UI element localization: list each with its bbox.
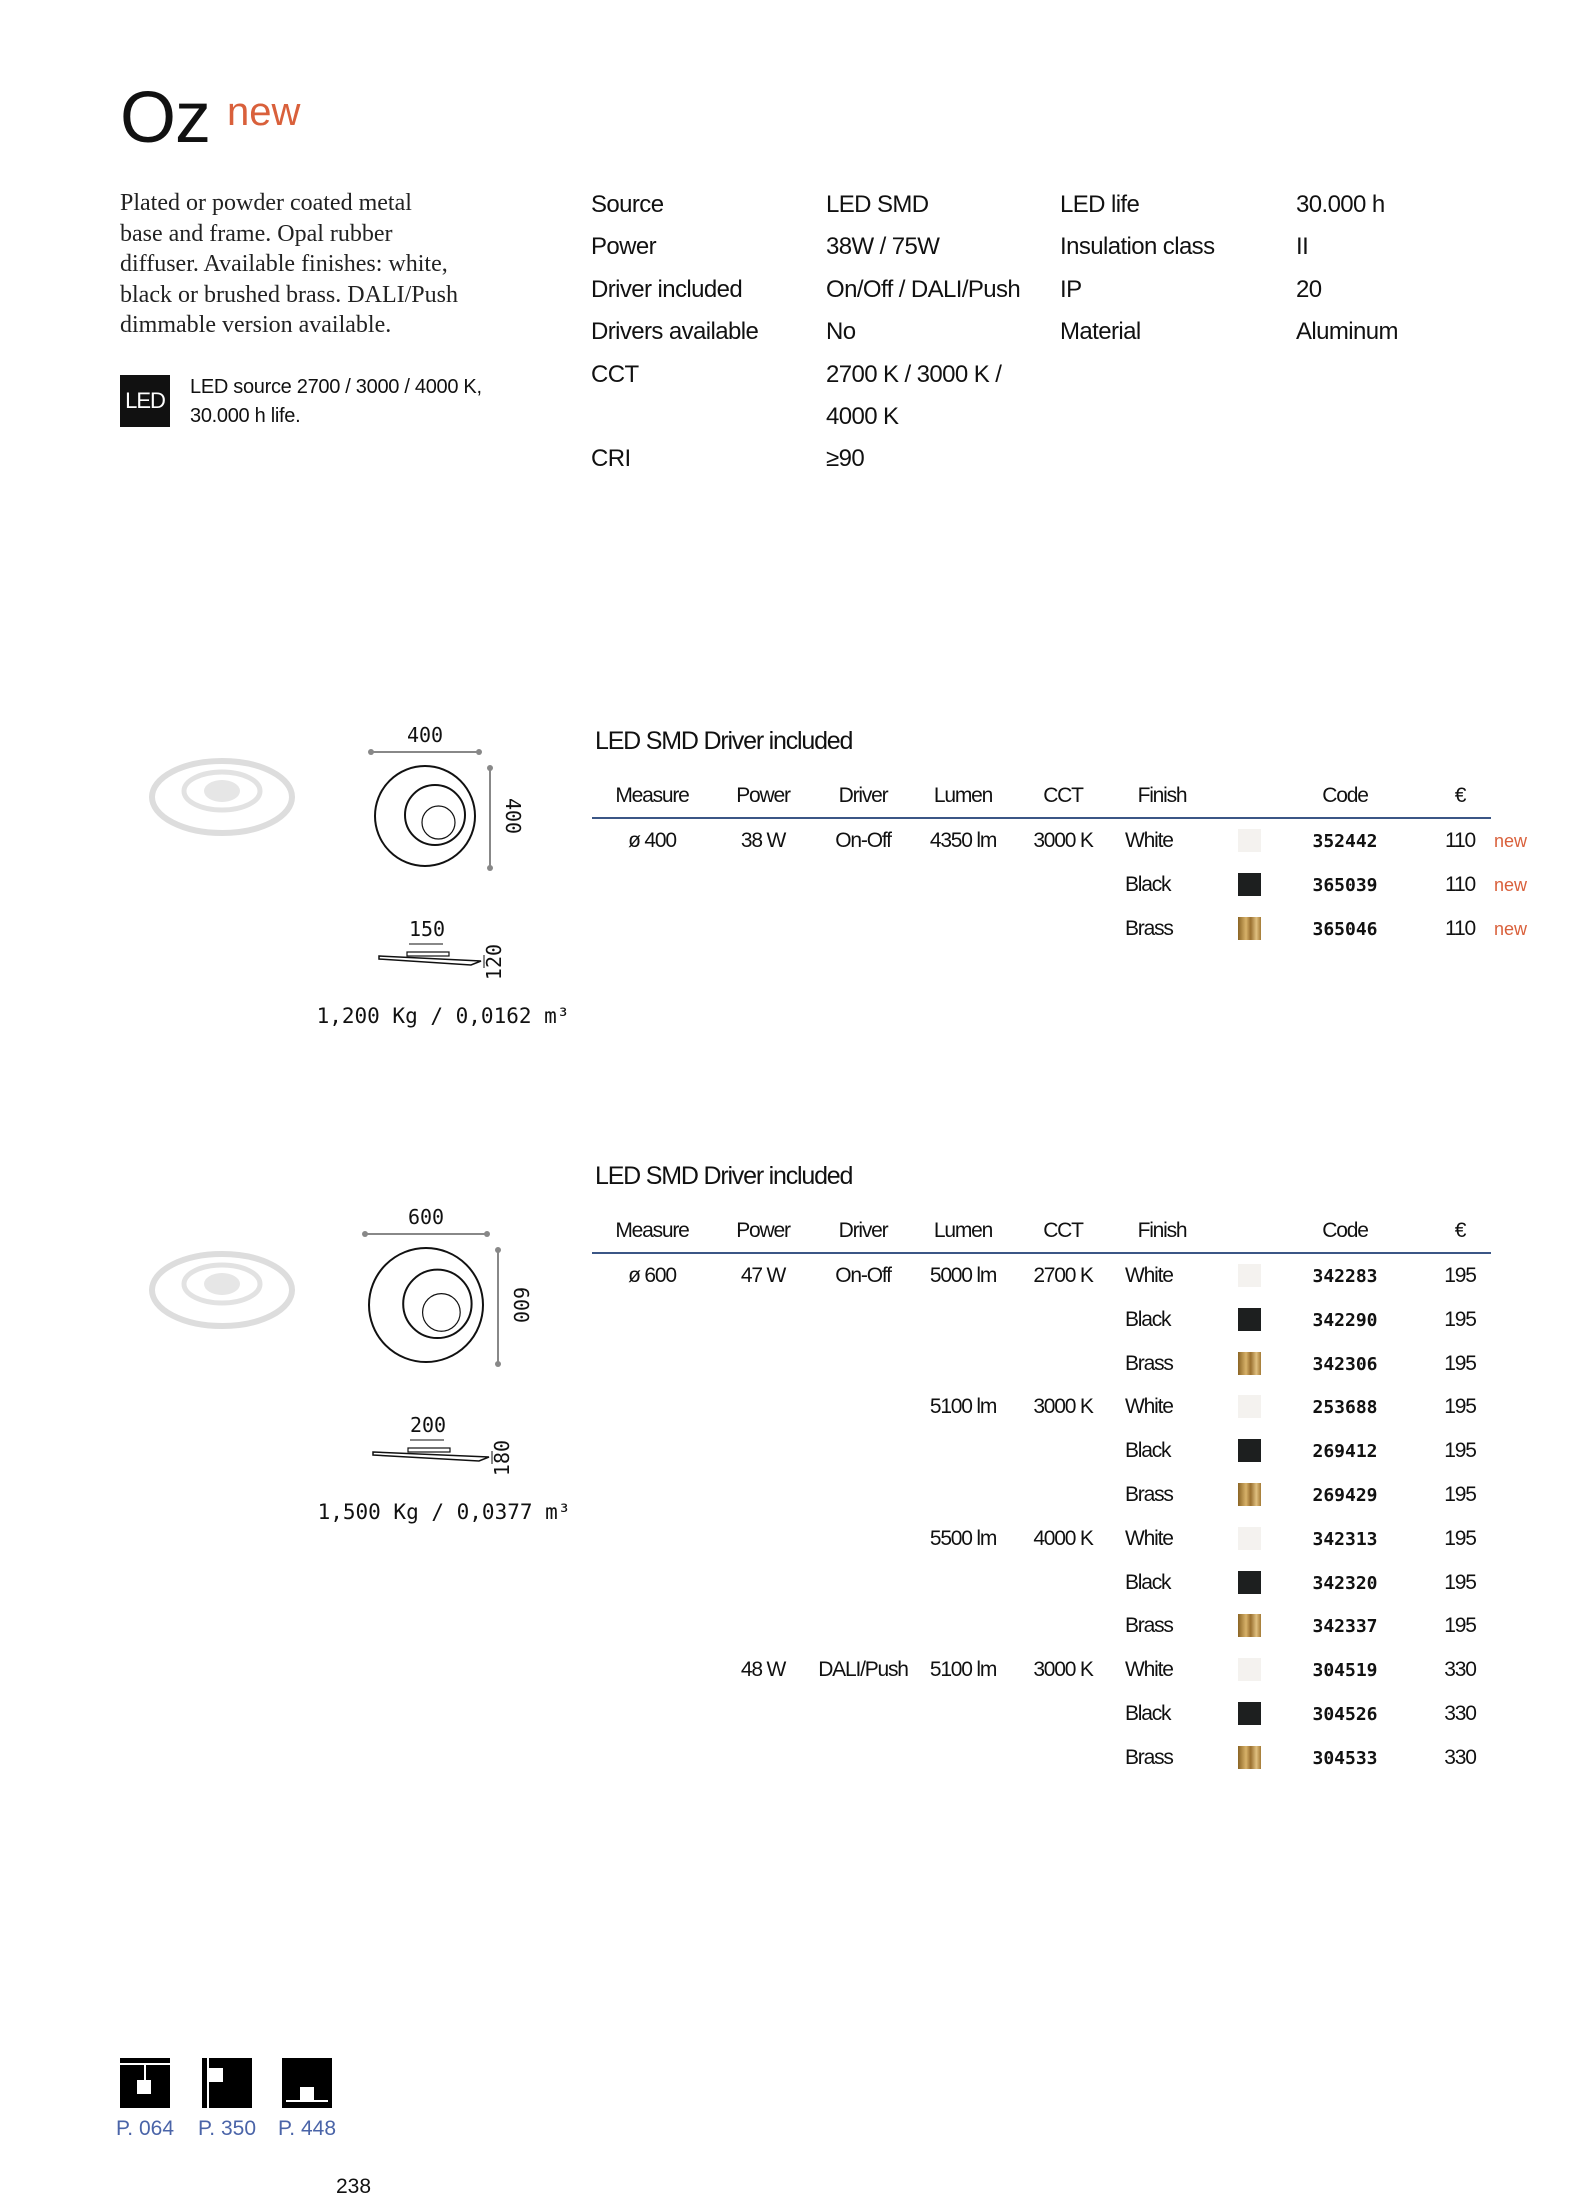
cell-driver: DALI/Push: [818, 1658, 908, 1682]
price: 330: [1444, 1702, 1476, 1725]
cell-lumen: 4350 lm: [929, 829, 997, 852]
column-header: CCT: [1043, 1219, 1083, 1242]
spec-label: Material: [1060, 318, 1141, 346]
price: 195: [1444, 1483, 1476, 1506]
finish-swatch-black: [1238, 1571, 1261, 1594]
finish-swatch-brass: [1238, 1352, 1261, 1375]
cell-driver: On-Off: [835, 1264, 891, 1287]
outer-ring: [375, 766, 475, 866]
description-line: black or brushed brass. DALI/Push: [120, 281, 458, 308]
column-header: Power: [736, 1219, 790, 1242]
cell-cct: 3000 K: [1033, 1658, 1093, 1682]
cell-cct: 2700 K: [1033, 1264, 1093, 1287]
finish-swatch-black: [1238, 1702, 1261, 1725]
led-note-line: LED source 2700 / 3000 / 4000 K,: [190, 376, 482, 398]
outer-ring: [369, 1248, 483, 1362]
dim-dot: [476, 749, 482, 755]
cell-finish: Black: [1125, 1439, 1171, 1463]
finish-swatch-black: [1238, 1308, 1261, 1331]
cell-measure: ø 400: [628, 829, 676, 852]
finish-swatch-brass: [1238, 1614, 1261, 1637]
product-code[interactable]: 342306: [1312, 1353, 1378, 1375]
dim-dot: [487, 765, 493, 771]
cell-finish: Black: [1125, 872, 1171, 896]
spec-label: IP: [1060, 275, 1082, 303]
spec-label: Drivers available: [591, 318, 759, 346]
price: 195: [1444, 1307, 1476, 1331]
spec-label: Source: [591, 191, 664, 218]
price: 330: [1444, 1745, 1476, 1769]
spec-value: 38W / 75W: [826, 233, 940, 261]
price: 110: [1445, 916, 1475, 940]
product-photo-inner-ring: [184, 772, 260, 810]
base-label: 150: [408, 917, 446, 941]
new-badge: new: [1494, 918, 1528, 939]
table-divider: [592, 1252, 1491, 1254]
cell-finish: White: [1125, 829, 1173, 852]
spec-label: Power: [591, 233, 657, 261]
finish-swatch-brass: [1238, 1483, 1261, 1506]
height-label: 600: [509, 1286, 533, 1324]
column-header: Code: [1322, 1219, 1368, 1242]
led-icon: LED: [120, 375, 170, 427]
finish-swatch-white: [1238, 1395, 1261, 1418]
cell-power: 48 W: [740, 1658, 786, 1682]
inner-ring: [403, 1270, 471, 1338]
product-code[interactable]: 342313: [1312, 1528, 1378, 1550]
width-label: 600: [407, 1205, 445, 1229]
page-number: 238: [336, 2175, 372, 2198]
spec-value: On/Off / DALI/Push: [826, 275, 1021, 303]
side-view-ring: [379, 956, 481, 965]
product-photo-ring: [152, 761, 292, 833]
side-view-base: [407, 952, 449, 956]
spec-value: II: [1296, 233, 1309, 261]
cell-finish: Brass: [1125, 916, 1173, 940]
cell-finish: Black: [1125, 1702, 1171, 1725]
spec-value: Aluminum: [1296, 318, 1398, 346]
height-label: 400: [501, 797, 525, 835]
product-code[interactable]: 342337: [1312, 1616, 1378, 1638]
finish-swatch-white: [1238, 1527, 1261, 1550]
cell-finish: Black: [1125, 1307, 1171, 1331]
product-code[interactable]: 304519: [1312, 1660, 1378, 1682]
column-header: Driver: [838, 1219, 888, 1242]
price: 195: [1444, 1570, 1476, 1594]
new-badge: new: [227, 90, 301, 134]
product-code[interactable]: 365046: [1312, 918, 1378, 940]
pendant-icon[interactable]: [120, 2058, 170, 2108]
cell-lumen: 5500 lm: [929, 1526, 997, 1550]
product-photo-diffuser: [204, 1273, 240, 1295]
description-line: Plated or powder coated metal: [120, 190, 412, 216]
page-reference-link[interactable]: P. 064: [116, 2117, 175, 2140]
cell-cct: 4000 K: [1033, 1526, 1093, 1550]
spec-label: CRI: [591, 445, 631, 473]
price: 195: [1444, 1614, 1476, 1638]
price: 195: [1444, 1264, 1476, 1287]
product-photo-inner-ring: [184, 1265, 260, 1303]
depth-label: 180: [490, 1439, 514, 1477]
dim-dot: [368, 749, 374, 755]
depth-label: 120: [482, 943, 506, 981]
table-title: LED SMD Driver included: [595, 727, 853, 755]
column-header: Measure: [615, 784, 689, 807]
center-diffuser: [422, 806, 455, 839]
cell-power: 38 W: [740, 829, 786, 852]
column-header: €: [1454, 784, 1466, 807]
product-code[interactable]: 253688: [1312, 1397, 1378, 1419]
finish-swatch-white: [1238, 1658, 1261, 1681]
cell-lumen: 5100 lm: [929, 1658, 997, 1682]
product-code[interactable]: 269412: [1312, 1441, 1378, 1463]
finish-swatch-brass: [1238, 1746, 1261, 1769]
dim-dot: [362, 1231, 368, 1237]
new-badge: new: [1494, 874, 1528, 895]
description-line: dimmable version available.: [120, 312, 392, 338]
width-label: 400: [406, 723, 444, 747]
column-header: Measure: [615, 1219, 689, 1242]
cell-finish: White: [1125, 1526, 1173, 1550]
product-code[interactable]: 365039: [1312, 874, 1378, 896]
inner-ring: [405, 785, 465, 845]
product-code[interactable]: 342283: [1312, 1266, 1378, 1287]
cell-lumen: 5000 lm: [929, 1264, 997, 1287]
finish-swatch-black: [1238, 873, 1261, 896]
price: 195: [1444, 1351, 1476, 1375]
price: 330: [1444, 1658, 1476, 1682]
table-title: LED SMD Driver included: [595, 1162, 853, 1190]
price: 195: [1444, 1526, 1476, 1550]
new-badge: new: [1494, 831, 1528, 851]
led-note: [190, 373, 482, 431]
finish-swatch-white: [1238, 829, 1261, 852]
column-header: €: [1454, 1219, 1466, 1242]
column-header: Driver: [838, 784, 888, 807]
spec-value: ≥90: [826, 445, 865, 473]
weight-volume: 1,500 Kg / 0,0377 m³: [317, 1500, 571, 1524]
cell-finish: Brass: [1125, 1483, 1173, 1506]
cell-finish: Brass: [1125, 1614, 1173, 1638]
ceiling-lamp-icon[interactable]: [282, 2058, 332, 2108]
spec-value: 30.000 h: [1296, 191, 1385, 218]
product-code[interactable]: 269429: [1312, 1485, 1378, 1506]
spec-value: LED SMD: [826, 191, 929, 218]
cell-cct: 3000 K: [1033, 1395, 1093, 1419]
price: 195: [1444, 1439, 1476, 1463]
product-code[interactable]: 304526: [1312, 1704, 1378, 1725]
column-header: Code: [1322, 784, 1368, 807]
cell-power: 47 W: [740, 1264, 786, 1287]
description-line: diffuser. Available finishes: white,: [120, 251, 448, 277]
product-code[interactable]: 352442: [1312, 831, 1378, 852]
column-header: CCT: [1043, 784, 1083, 807]
product-code[interactable]: 342290: [1312, 1309, 1378, 1331]
cell-finish: Brass: [1125, 1745, 1173, 1769]
dim-dot: [484, 1231, 490, 1237]
finish-swatch-white: [1238, 1264, 1261, 1287]
spec-value: No: [826, 318, 856, 346]
side-view-ring: [373, 1452, 489, 1461]
cell-lumen: 5100 lm: [929, 1395, 997, 1419]
price: 110: [1445, 829, 1475, 852]
spec-value: 2700 K / 3000 K /: [826, 360, 1002, 388]
column-header: Finish: [1137, 784, 1187, 807]
spec-label: LED life: [1060, 191, 1140, 218]
spec-label: CCT: [591, 360, 639, 388]
page-reference-link[interactable]: P. 448: [278, 2117, 337, 2140]
product-title: Oz: [120, 78, 211, 158]
dim-dot: [495, 1361, 501, 1367]
base-label: 200: [409, 1413, 447, 1437]
column-header: Lumen: [933, 784, 993, 807]
table-divider: [592, 817, 1491, 819]
page-reference-link[interactable]: P. 350: [198, 2117, 257, 2140]
led-note-line: 30.000 h life.: [190, 405, 301, 427]
product-code[interactable]: 304533: [1312, 1747, 1378, 1769]
column-header: Power: [736, 784, 790, 807]
side-view-base: [408, 1448, 450, 1452]
spec-value: 4000 K: [826, 403, 899, 430]
product-code[interactable]: 342320: [1312, 1572, 1378, 1594]
cell-finish: White: [1125, 1264, 1173, 1287]
dim-dot: [495, 1247, 501, 1253]
center-diffuser: [423, 1294, 461, 1332]
finish-swatch-brass: [1238, 917, 1261, 940]
cell-finish: White: [1125, 1658, 1173, 1682]
wall-lamp-icon[interactable]: [202, 2058, 252, 2108]
cell-measure: ø 600: [628, 1264, 676, 1287]
column-header: Finish: [1137, 1219, 1187, 1242]
spec-value: 20: [1296, 275, 1322, 303]
cell-driver: On-Off: [835, 829, 891, 852]
product-description: [120, 188, 560, 341]
cell-finish: Brass: [1125, 1351, 1173, 1375]
finish-swatch-black: [1238, 1439, 1261, 1462]
dim-dot: [487, 865, 493, 871]
column-header: Lumen: [933, 1219, 993, 1242]
cell-finish: White: [1125, 1395, 1173, 1419]
cell-cct: 3000 K: [1033, 829, 1093, 852]
product-photo-ring: [152, 1254, 292, 1326]
spec-label: Driver included: [591, 275, 743, 303]
description-line: base and frame. Opal rubber: [120, 220, 393, 247]
spec-label: Insulation class: [1060, 233, 1215, 261]
product-photo-diffuser: [204, 780, 240, 802]
cell-finish: Black: [1125, 1570, 1171, 1594]
price: 110: [1445, 872, 1475, 896]
price: 195: [1444, 1395, 1476, 1419]
weight-volume: 1,200 Kg / 0,0162 m³: [316, 1004, 570, 1028]
